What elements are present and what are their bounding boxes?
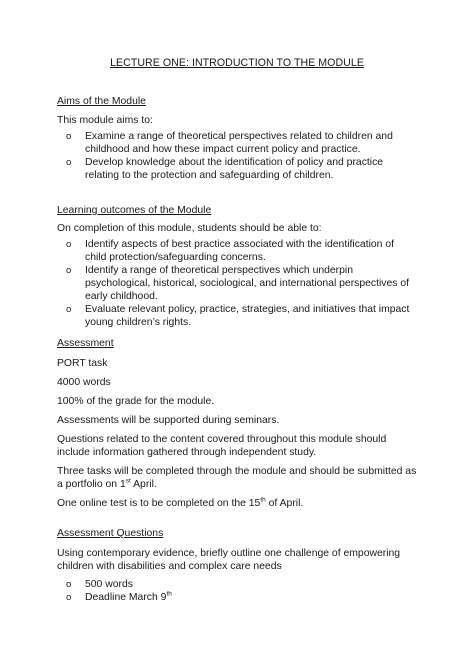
assessment-test-note xyxy=(57,497,417,510)
list-item xyxy=(57,130,417,156)
outcomes-item-3: Evaluate relevant policy, practice, strategies, and initiatives that impact young children’s rights. xyxy=(85,304,410,328)
assessment-grade: 100% of the grade for the module. xyxy=(57,396,215,407)
outcomes-item-2: Identify a range of theoretical perspectives which underpin psychological, historical, sociological, and international perspectives of early childhood. xyxy=(85,265,410,302)
bullet-marker: o xyxy=(66,265,72,276)
tasks-ordinal: st xyxy=(125,477,131,485)
list-item xyxy=(57,156,417,182)
page-title: LECTURE ONE: INTRODUCTION TO THE MODULE xyxy=(110,57,364,69)
questions-list xyxy=(57,578,417,604)
list-item xyxy=(57,578,417,591)
list-item xyxy=(57,264,417,303)
aims-intro: This module aims to: xyxy=(57,115,153,126)
list-item xyxy=(57,591,417,604)
outcomes-heading: Learning outcomes of the Module xyxy=(57,205,212,216)
outcomes-intro: On completion of this module, students should be able to: xyxy=(57,223,322,234)
aims-item-1: Examine a range of theoretical perspectives related to children and childhood and how these impact current policy and practice. xyxy=(85,131,393,155)
aims-heading: Aims of the Module xyxy=(57,96,146,107)
assessment-tasks-note xyxy=(57,465,417,491)
tasks-text-end: April. xyxy=(130,479,157,490)
aims-item-2: Develop knowledge about the identification of policy and practice relating to the protection and safeguarding of children. xyxy=(85,157,384,181)
list-item xyxy=(57,238,417,264)
assessment-task: PORT task xyxy=(57,358,108,369)
bullet-marker: o xyxy=(66,579,72,590)
assessment-words: 4000 words xyxy=(57,377,111,388)
bullet-marker: o xyxy=(66,239,72,250)
assessment-heading: Assessment xyxy=(57,338,114,349)
deadline-ordinal: th xyxy=(166,590,172,598)
assessment-questions-note: Questions related to the content covered throughout this module should include information gathered through independent study. xyxy=(57,434,387,458)
list-item xyxy=(57,303,417,329)
outcomes-list xyxy=(57,238,417,329)
bullet-marker: o xyxy=(66,592,72,603)
questions-heading: Assessment Questions xyxy=(57,528,164,539)
aims-list xyxy=(57,130,417,182)
bullet-marker: o xyxy=(66,304,72,315)
assessment-support: Assessments will be supported during seminars. xyxy=(57,415,280,426)
test-ordinal: th xyxy=(260,496,266,504)
questions-item-deadline: Deadline March 9 xyxy=(85,592,167,603)
outcomes-item-1: Identify aspects of best practice associated with the identification of child protection/safeguarding concerns. xyxy=(85,239,395,263)
tasks-text: Three tasks will be completed through the module and should be submitted as a portfolio on 1 xyxy=(57,466,417,490)
questions-item-words: 500 words xyxy=(85,579,133,590)
questions-text: Using contemporary evidence, briefly outline one challenge of empowering children with disabilities and complex care needs xyxy=(57,548,401,572)
test-text: One online test is to be completed on the 15 xyxy=(57,498,261,509)
test-text-end: of April. xyxy=(265,498,304,509)
bullet-marker: o xyxy=(66,157,72,168)
bullet-marker: o xyxy=(66,131,72,142)
